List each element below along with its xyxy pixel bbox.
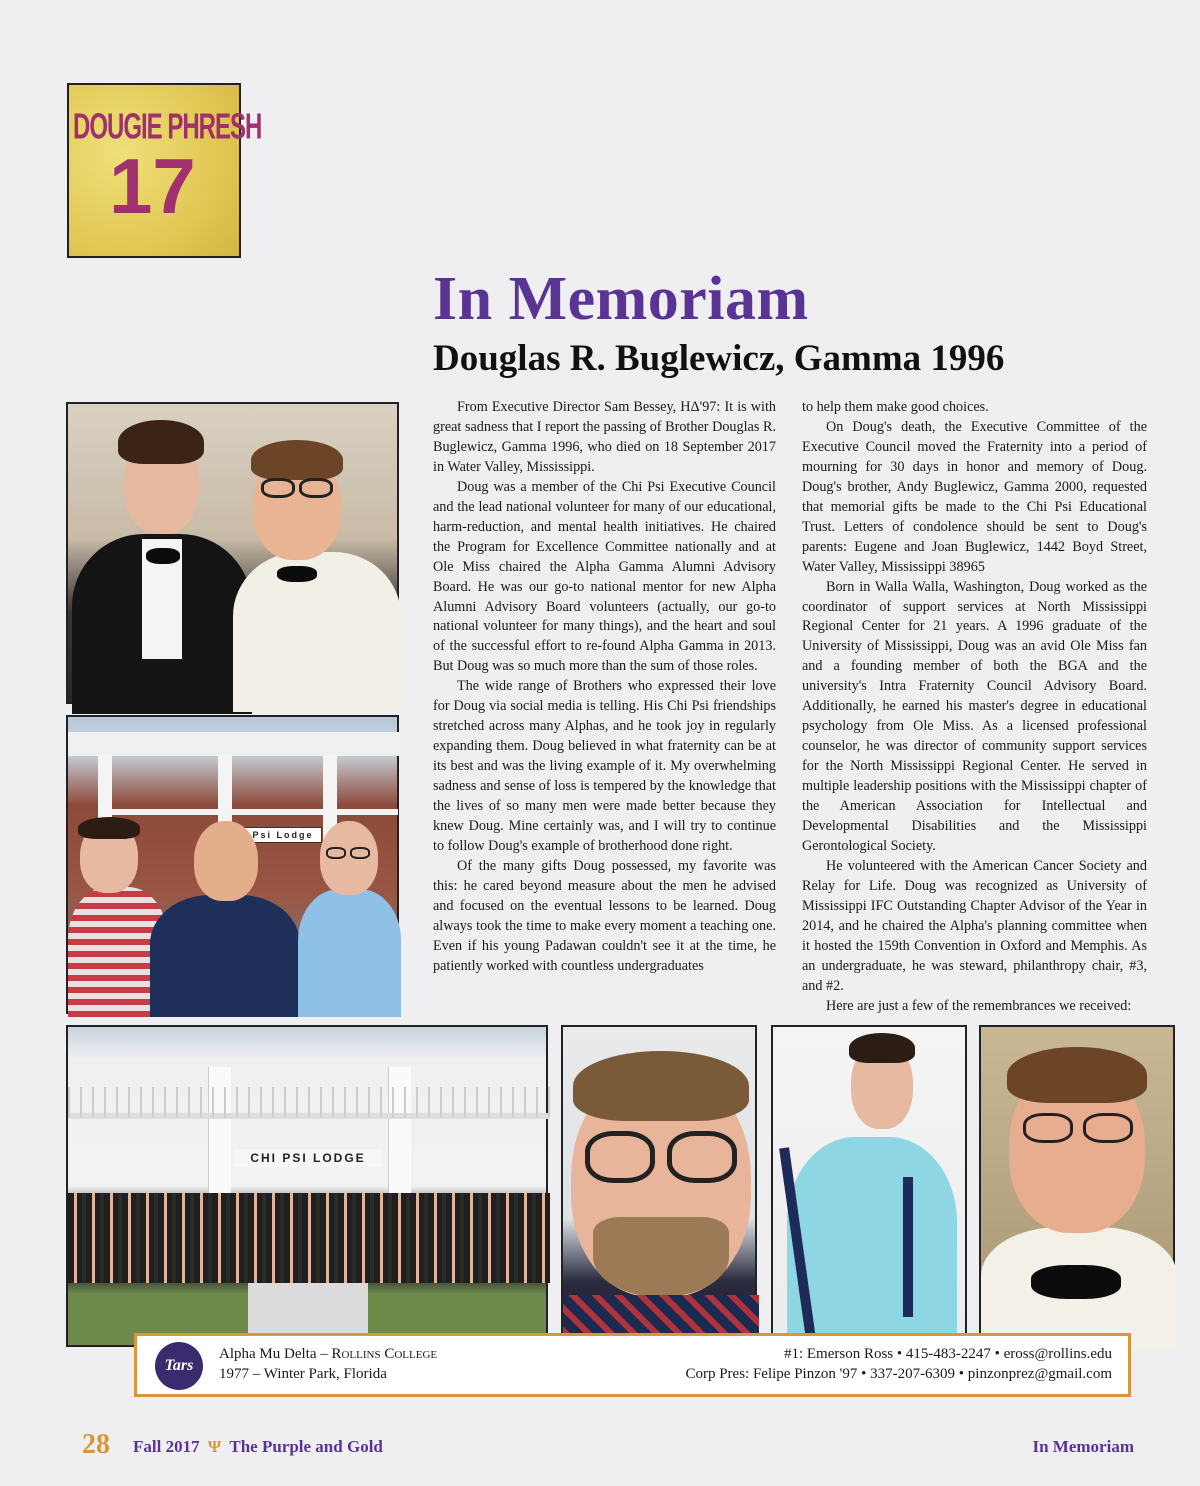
chi-psi-badge-icon: Ψ <box>207 1437 222 1456</box>
article-subtitle: Douglas R. Buglewicz, Gamma 1996 <box>433 338 1005 379</box>
chapter-college: Rollins College <box>331 1346 438 1362</box>
paragraph: From Executive Director Sam Bessey, HΔ'97: It is with great sadness that I report the passing of Brother Douglas R. Buglewicz, Gamma 1996, who died on 18 September 2017 in Water Valley, Mississippi. <box>433 399 776 475</box>
chapter-details <box>219 1344 437 1384</box>
issue-label: Fall 2017 <box>133 1437 200 1456</box>
paragraph: Of the many gifts Doug possessed, my favorite was this: he cared beyond measure about the men he advised and focused on the eventual lessons to be learned. Doug always took the time to make every moment a teaching one. Even if his young Padawan couldn't see it at the time, he patiently worked with countless undergraduates <box>433 857 776 974</box>
photo-three-men-lodge <box>66 715 399 1014</box>
page-number: 28 <box>82 1429 110 1460</box>
jersey-photo <box>67 83 262 258</box>
chapter-info-box <box>134 1333 1131 1397</box>
chi-psi-lodge-sign: CHI PSI LODGE <box>234 1149 382 1167</box>
photo-teaching-tie <box>771 1025 967 1347</box>
chapter-founded: 1977 – Winter Park, Florida <box>219 1366 387 1382</box>
photo-smiling-portrait <box>979 1025 1175 1347</box>
chapter-contact-1: #1: Emerson Ross • 415-483-2247 • eross@rollins.edu <box>783 1346 1112 1362</box>
chapter-name-line: Alpha Mu Delta – Rollins College <box>219 1346 438 1362</box>
chapter-logo: Tars <box>155 1342 203 1390</box>
jersey-name: DOUGIE PHRESH <box>73 107 262 148</box>
person-middle <box>150 817 300 1016</box>
photo-chi-psi-lodge-group <box>66 1025 548 1347</box>
paragraph: Here are just a few of the remembrances we received: <box>826 997 1132 1014</box>
paragraph: The wide range of Brothers who expressed their love for Doug via social media is telling. His Chi Psi friendships stretched across many Alphas, and he took joy in regularly expanding them. Doug believed in what fraternity can be at its best and was the living example of it. My overwhelming sadness and sense of loss is tempered by the knowledge that the lives of so many men were made better because they knew Doug. Mine certainly was, and I will try to continue to follow Doug's example of brotherhood done right. <box>433 678 776 854</box>
publication-title: The Purple and Gold <box>229 1437 383 1456</box>
chapter-name: Alpha Mu Delta <box>219 1346 317 1362</box>
page-footer <box>82 1429 1134 1486</box>
psi-lodge-sign: Psi Lodge <box>244 827 322 843</box>
person-right <box>233 432 401 706</box>
chapter-contacts <box>685 1344 1112 1384</box>
person-left <box>72 414 252 706</box>
footer-issue <box>133 1437 383 1457</box>
page-title: In Memoriam <box>433 265 809 333</box>
paragraph: On Doug's death, the Executive Committee of the Executive Council moved the Fraternity into a period of mourning for 30 days in honor and memory of Doug. Doug's brother, Andy Buglewicz, Gamma 2000, requested that memorial gifts be made to the Chi Psi Educational Trust. Letters of condolence should be sent to Doug's parents: Eugene and Joan Buglewicz, 1442 Boyd Street, Water Valley, Mississippi 38965 <box>802 418 1147 575</box>
chapter-contact-2: Corp Pres: Felipe Pinzon '97 • 337-207-6309 • pinzonprez@gmail.com <box>685 1366 1112 1382</box>
article-column-2 <box>802 398 1147 1017</box>
footer-section: In Memoriam <box>1032 1437 1134 1456</box>
paragraph: He volunteered with the American Cancer Society and Relay for Life. Doug was recognized as University of Mississippi IFC Outstanding Chapter Advisor of the Year in 2014, and he chaired the Alpha's planning committee when it hosted the 159th Convention in Oxford and Memphis. As an undergraduate, he was steward, philanthropy chair, #3, and #2. <box>802 857 1147 994</box>
photo-two-men-tuxedos <box>66 402 399 704</box>
paragraph-continued: to help them make good choices. <box>802 399 989 415</box>
person-right <box>298 821 401 1016</box>
jersey-number: 17 <box>109 142 196 230</box>
photo-selfie-glasses <box>561 1025 757 1347</box>
paragraph: Born in Walla Walla, Washington, Doug worked as the coordinator of support services at North Mississippi Regional Center for 21 years. A 1996 graduate of the University of Mississippi, Doug was an avid Ole Miss fan and a founding member of both the BGA and the university's Intra Fraternity Council Advisory Board. Additionally, he earned his master's degree in educational psychology from Ole Miss. As a licensed professional counselor, he was director of community support services for the North Mississippi Regional Center. He served in multiple leadership positions with the Mississippi chapter of the American Association for Intellectual and Developmental Disabilities and the Mississippi Gerontological Society. <box>802 578 1147 854</box>
article-column-1 <box>433 398 776 977</box>
paragraph: Doug was a member of the Chi Psi Executive Council and the lead national volunteer for many of our educational, harm-reduction, and mental health initiatives. He chaired the Program for Excellence Committee nationally and at Ole Miss chaired the Alpha Gamma Alumni Advisory Board. He was our go-to national mentor for new Alpha Alumni Advisory Board volunteers (actually, our go-to national volunteer for many things), and the heart and soul of the successful effort to re-found Alpha Gamma in 2013. But Doug was so much more than the sum of those roles. <box>433 478 776 675</box>
